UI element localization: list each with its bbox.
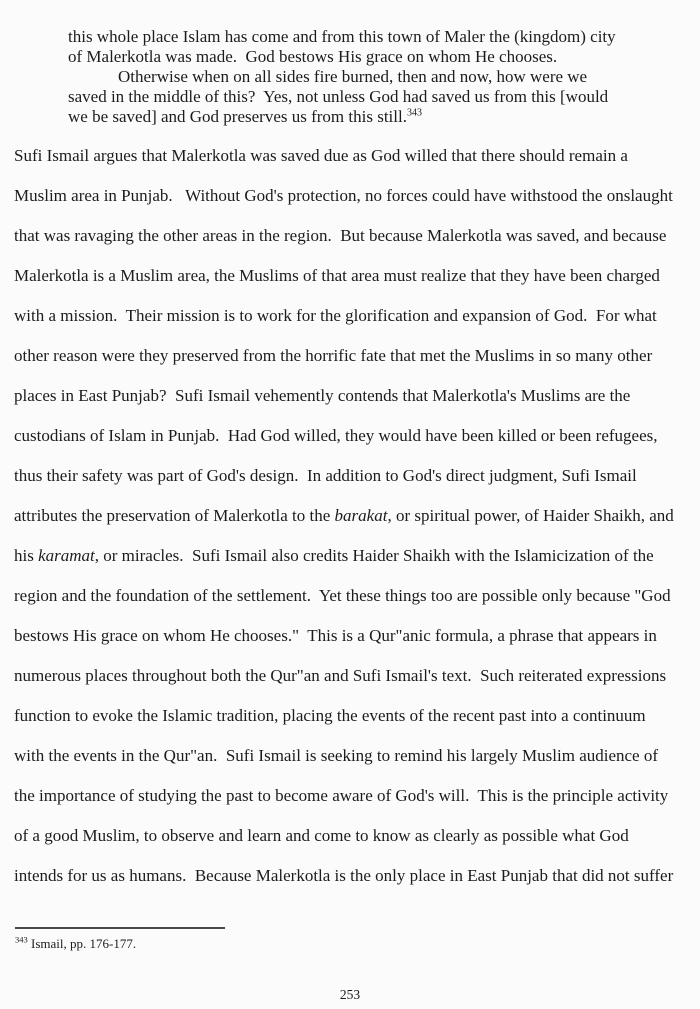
body-line: [14, 496, 694, 536]
quote-line-text: Otherwise when on all sides fire burned, then and now, how were we: [118, 67, 588, 86]
body-line-text: places in East Punjab? Sufi Ismail vehemently contends that Malerkotla's Muslims are the: [14, 386, 631, 405]
body-line-italic: karamat: [38, 546, 95, 565]
body-line-text: that was ravaging the other areas in the region. But because Malerkotla was saved, and because: [14, 226, 667, 245]
body-line-text: attributes the preservation of Malerkotla to the: [14, 506, 335, 525]
body-line-text: Sufi Ismail argues that Malerkotla was saved due as God willed that there should remain a: [14, 146, 628, 165]
body-line-text: the importance of studying the past to become aware of God's will. This is the principle activity: [14, 786, 669, 805]
body-line-text: with the events in the Qur"an. Sufi Ismail is seeking to remind his largely Muslim audience of: [14, 746, 659, 765]
body-line-text: intends for us as humans. Because Malerkotla is the only place in East Punjab that did not suffer: [14, 866, 674, 885]
body-line-text: other reason were they preserved from the horrific fate that met the Muslims in so many other: [14, 346, 653, 365]
footnote: [15, 936, 225, 952]
body-line: [14, 376, 694, 416]
body-line-text: , or spiritual power, of Haider Shaikh, and: [387, 506, 674, 525]
quote-line-text: of Malerkotla was made. God bestows His grace on whom He chooses.: [68, 47, 558, 66]
quote-line: [68, 47, 645, 67]
body-line: [14, 336, 694, 376]
quote-line-text: we be saved] and God preserves us from this still.: [68, 107, 407, 126]
body-line-text: bestows His grace on whom He chooses." This is a Qur"anic formula, a phrase that appears in: [14, 626, 657, 645]
body-line: [14, 696, 694, 736]
body-line-text: his: [14, 546, 39, 565]
quote-line-text: saved in the middle of this? Yes, not unless God had saved us from this [would: [68, 87, 609, 106]
footnote-text: Ismail, pp. 176-177.: [27, 936, 137, 951]
body-line: [14, 176, 694, 216]
footnote-separator: [15, 927, 225, 929]
body-line: [14, 216, 694, 256]
body-line: [14, 576, 694, 616]
quote-line: [68, 87, 645, 107]
body-line: [14, 656, 694, 696]
page-number: 253: [339, 987, 361, 1002]
body-line-text: region and the foundation of the settlement. Yet these things too are possible only because "God: [14, 586, 671, 605]
body-line: [14, 816, 694, 856]
body-line: [14, 456, 694, 496]
body-line: [14, 416, 694, 456]
footnote-ref: 343: [406, 107, 422, 119]
body-line-text: of a good Muslim, to observe and learn and come to know as clearly as possible what God: [14, 826, 629, 845]
body-line: [14, 536, 694, 576]
body-line-italic: barakat: [334, 506, 388, 525]
quote-line: [68, 107, 645, 127]
body-paragraph: [14, 136, 694, 896]
body-line-text: function to evoke the Islamic tradition, placing the events of the recent past into a continuum: [14, 706, 646, 725]
body-line-text: Malerkotla is a Muslim area, the Muslims of that area must realize that they have been charged: [14, 266, 660, 285]
body-line-text: custodians of Islam in Punjab. Had God willed, they would have been killed or been refugees,: [14, 426, 658, 445]
block-quote: [68, 27, 645, 127]
body-line: [14, 256, 694, 296]
body-line: [14, 856, 694, 896]
footnote-marker: 343: [15, 934, 28, 945]
quote-line-text: this whole place Islam has come and from this town of Maler the (kingdom) city: [68, 27, 616, 46]
body-line-text: with a mission. Their mission is to work for the glorification and expansion of God. For what: [14, 306, 657, 325]
body-line: [14, 776, 694, 816]
body-line: [14, 296, 694, 336]
body-line-text: , or miracles. Sufi Ismail also credits Haider Shaikh with the Islamicization of the: [94, 546, 654, 565]
quote-line: [68, 27, 645, 47]
quote-line: [68, 67, 645, 87]
body-line: [14, 136, 694, 176]
body-line: [14, 616, 694, 656]
body-line-text: thus their safety was part of God's design. In addition to God's direct judgment, Sufi Ismail: [14, 466, 637, 485]
footnote-section: [15, 927, 225, 952]
body-line-text: numerous places throughout both the Qur"an and Sufi Ismail's text. Such reiterated expressions: [14, 666, 667, 685]
body-line-text: Muslim area in Punjab. Without God's protection, no forces could have withstood the onslaught: [14, 186, 673, 205]
body-line: [14, 736, 694, 776]
